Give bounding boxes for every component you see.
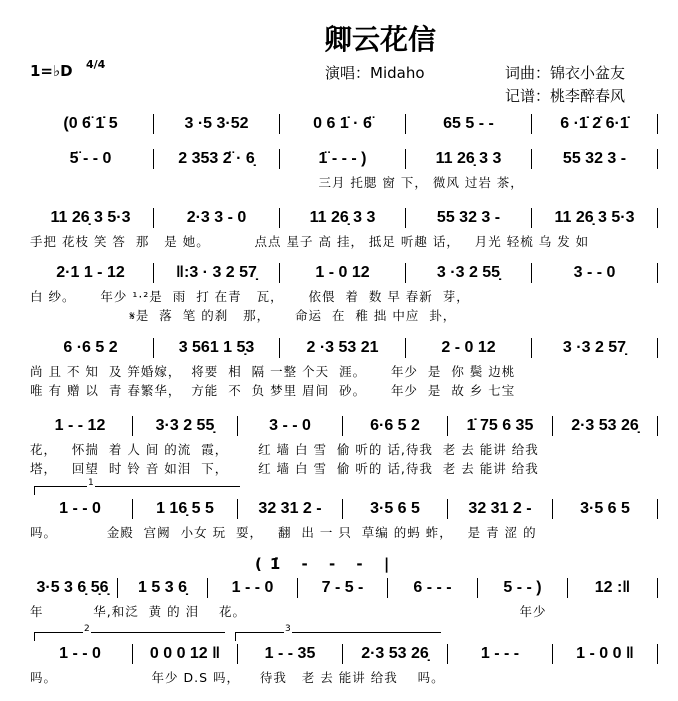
measure: 11 26̣ 3 5·3 [50, 209, 131, 226]
measure: 1 - - 35 [264, 645, 316, 662]
score-row [30, 415, 660, 437]
measure: 2·3 3 - 0 [186, 209, 247, 226]
measure: 2·3 53 26̣ [571, 417, 639, 434]
measure: 1 5 3 6̣ [138, 579, 187, 596]
measure: 11 26̣ 3 3 [435, 150, 502, 167]
bar-line [153, 149, 154, 169]
bar-line [531, 263, 532, 283]
bar-line [132, 644, 133, 664]
bar-line [657, 114, 658, 134]
measure: 1 - 0 0 ‖ [576, 645, 634, 662]
lyric-line: 三月 托腮 窗 下， 微风 过岩 茶， [30, 175, 524, 190]
volta-bracket-1: 1 [34, 486, 240, 495]
bar-line [567, 578, 568, 598]
measure: 3·3 2 55̣ [155, 417, 215, 434]
measure: 2 - 0 12 [441, 339, 496, 356]
score-row [30, 148, 660, 170]
bar-line [237, 644, 238, 664]
lyric-line: 花， 怀揣 着 人 间 的流 霞， 红 墙 白 雪 偷 听的 话,待我 老 去 能讲 给我 [30, 442, 539, 457]
score-row [30, 207, 660, 229]
bar-line [552, 499, 553, 519]
score-row [30, 337, 660, 359]
lyric-line: 吗。 金殿 宫阙 小女 玩 耍， 翻 出 一 只 草编 的蚂 蚱， 是 青 涩 的 [30, 525, 537, 540]
bar-line [117, 578, 118, 598]
measure: 3·5 6 5 [370, 500, 420, 517]
score-row [30, 498, 660, 520]
bar-line [279, 114, 280, 134]
volta-bracket-2: 2 [34, 632, 225, 641]
bar-line [342, 499, 343, 519]
measure: 3 ·3 2 55̣ [436, 264, 501, 281]
measure: 1 - - 0 [59, 645, 101, 662]
bar-line [657, 208, 658, 228]
measure: 1 - - - [480, 645, 520, 662]
bar-line [657, 644, 658, 664]
bar-line [657, 499, 658, 519]
volta-bracket-3: 3 [235, 632, 441, 641]
bar-line [657, 338, 658, 358]
lyric-line: 吗。 年少 D.S 吗， 待我 老 去 能讲 给我 吗。 [30, 670, 445, 685]
bar-line [447, 499, 448, 519]
measure: 3 - - 0 [269, 417, 311, 434]
bar-line [342, 644, 343, 664]
measure: 0 6 1̇ · 6̈ [313, 115, 372, 132]
bar-line [297, 578, 298, 598]
lyric-line: 𝄋是 落 笔 的刹 那， 命运 在 稚 拙 中应 卦， [30, 308, 457, 323]
bar-line [405, 149, 406, 169]
lyric-line: 唯 有 赠 以 青 春繁华， 方能 不 负 梦里 眉间 砂。 年少 是 故 乡 七宝 [30, 383, 516, 398]
bar-line [279, 263, 280, 283]
bar-line [657, 416, 658, 436]
bar-line [237, 499, 238, 519]
measure: 12 :‖ [594, 579, 631, 596]
bar-line [531, 114, 532, 134]
bar-line [447, 416, 448, 436]
measure: 3 - - 0 [573, 264, 616, 281]
measure: 11 26̣ 3 5·3 [554, 209, 635, 226]
measure: 0 0 0 12 ‖ [149, 645, 221, 662]
bar-line [657, 149, 658, 169]
measure: (0 6̈ 1̇ 5 [63, 115, 118, 132]
bar-line [657, 578, 658, 598]
transcriber-credit: 记谱：桃李醉春风 [505, 87, 626, 105]
bar-line [405, 208, 406, 228]
bar-line [207, 578, 208, 598]
composer-credit: 词曲：锦衣小盆友 [505, 64, 626, 82]
time-signature: 4/4 [86, 58, 106, 71]
measure: 3 561 1 5̣3 [178, 339, 255, 356]
measure: 55 32 3 - [436, 209, 501, 226]
measure: 2 353 2̈ · 6̣ [178, 150, 255, 167]
bar-line [237, 416, 238, 436]
measure: 1̈ - - - ) [318, 150, 367, 167]
score-row [30, 113, 660, 135]
bar-line [153, 114, 154, 134]
measure: 32 31 2 - [258, 500, 322, 517]
bar-line [405, 114, 406, 134]
bar-line [405, 263, 406, 283]
measure: 1 16̣ 5 5 [156, 500, 214, 517]
measure: 2·1 1 - 12 [56, 264, 125, 281]
measure: 55 32 3 - [562, 150, 627, 167]
measure: 2·3 53 26̣ [361, 645, 429, 662]
bar-line [153, 338, 154, 358]
measure: 6 - - - [413, 579, 452, 596]
key-signature: 1=♭D [30, 62, 73, 80]
bar-line [342, 416, 343, 436]
measure: 1 - - 12 [54, 417, 106, 434]
measure: 65 5 - - [443, 115, 494, 132]
measure: 1 - 0 12 [315, 264, 370, 281]
alternate-notes: (1̇ - - - | [255, 555, 398, 573]
song-title: 卿云花信 [323, 23, 436, 56]
measure: 3 ·5 3·52 [184, 115, 249, 132]
measure: 1 - - 0 [59, 500, 101, 517]
bar-line [531, 338, 532, 358]
bar-line [153, 208, 154, 228]
measure: 2 ·3 53 21 [306, 339, 379, 356]
singer-credit: 演唱：Midaho [325, 64, 425, 82]
score-row [30, 577, 660, 599]
bar-line [405, 338, 406, 358]
lyric-line: 年 华,和泛 黄 的 泪 花。 年少 [30, 604, 547, 619]
bar-line [279, 208, 280, 228]
measure: 1 - - 0 [231, 579, 274, 596]
bar-line [531, 149, 532, 169]
measure: 3·5 3 6̣ 5̣6̣ [36, 579, 109, 596]
measure: 7 - 5 - [321, 579, 364, 596]
bar-line [447, 644, 448, 664]
lyric-line: 塔， 回望 时 铃 音 如泪 下， 红 墙 白 雪 偷 听的 话,待我 老 去 能讲 给我 [30, 461, 539, 476]
measure: 3·5 6 5 [580, 500, 630, 517]
lyric-line: 手把 花枝 笑 答 那 是 她。 点点 星子 高 挂， 抵足 听趣 话， 月光 轻梳 乌 发 如 [30, 234, 590, 249]
bar-line [531, 208, 532, 228]
measure: 32 31 2 - [468, 500, 532, 517]
bar-line [153, 263, 154, 283]
bar-line [477, 578, 478, 598]
measure: 5 - - ) [503, 579, 542, 596]
bar-line [657, 263, 658, 283]
lyric-line: 尚 且 不 知 及 笄婚嫁， 将要 相 隔 一整 个天 涯。 年少 是 你 鬓 边桃 [30, 364, 516, 379]
measure: 11 26̣ 3 3 [309, 209, 376, 226]
bar-line [132, 499, 133, 519]
lyric-line: 白 纱。 年少 ¹·²是 雨 打 在青 瓦， 依偎 着 数 早 春新 芽， [30, 289, 470, 304]
measure: 6 ·6 5 2 [63, 339, 118, 356]
bar-line [387, 578, 388, 598]
bar-line [279, 149, 280, 169]
bar-line [552, 416, 553, 436]
measure: ‖:3 · 3 2 57̣ [176, 264, 257, 281]
measure: 5̈ - - 0 [69, 150, 112, 167]
measure: 3 ·3 2 57̣ [562, 339, 627, 356]
score-row [30, 262, 660, 284]
measure: 6·6 5 2 [370, 417, 420, 434]
bar-line [132, 416, 133, 436]
bar-line [279, 338, 280, 358]
measure: 1̇ 75 6 35 [466, 417, 534, 434]
score-row [30, 643, 660, 665]
measure: 6 ·1̇ 2̇ 6·1̇ [560, 115, 629, 132]
bar-line [552, 644, 553, 664]
